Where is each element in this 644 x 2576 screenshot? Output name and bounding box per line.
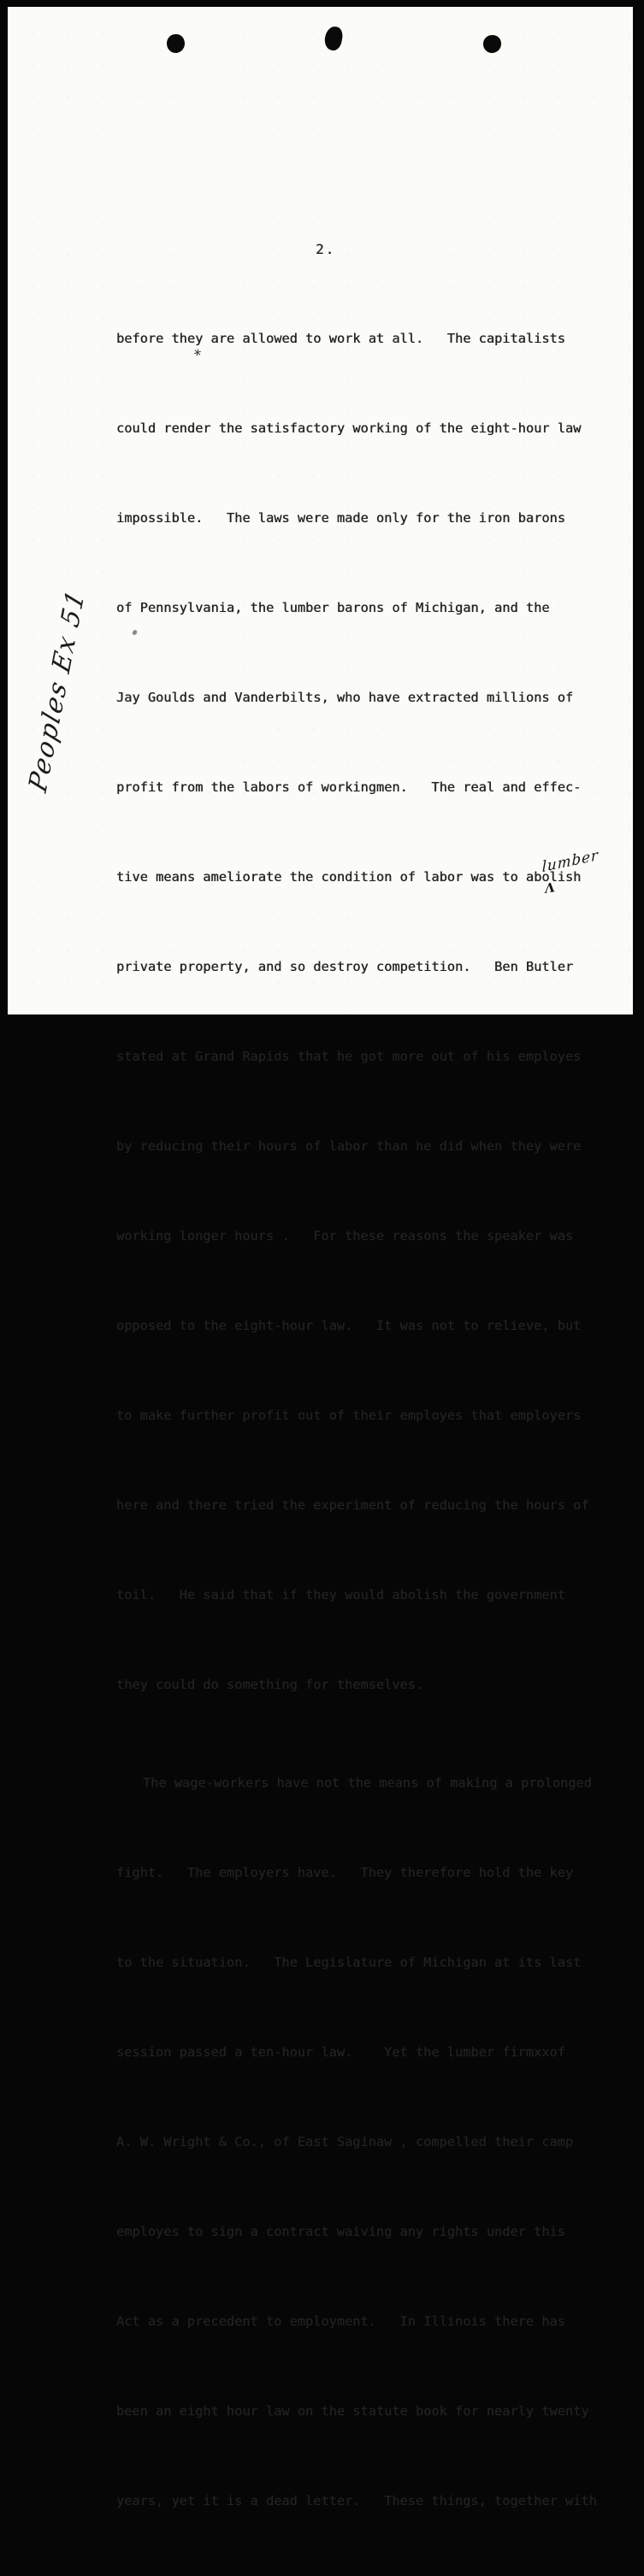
typed-line: session passed a ten-hour law. Yet the lumber firmxxof [116,2044,565,2060]
typed-line: to make further profit out of their employes that employers [116,1408,582,1423]
typed-line: to the situation. The Legislature of Michigan at its last [116,1955,582,1970]
typed-line: before they are allowed to work at all. The capitalists [116,331,565,346]
handwritten-insert-lumber: lumber [541,846,599,877]
typed-line: by reducing their hours of labor than he did when they were [116,1138,582,1154]
typed-line: employes to sign a contract waiving any rights under this [116,2224,565,2239]
binder-hole-right-icon [483,35,501,53]
typed-line: years, yet it is a dead letter. These things, together with [116,2493,597,2508]
typed-line: opposed to the eight-hour law. It was not to relieve, but [116,1318,582,1333]
typed-line: working longer hours . For these reasons the speaker was [116,1228,574,1244]
exhibit-annotation: Peoples Ex 51 [23,585,92,797]
typed-line: been an eight hour law on the statute book for nearly twenty [116,2403,589,2419]
scanned-document-page [8,7,633,2508]
typed-line: private property, and so destroy competition. Ben Butler [116,959,574,974]
binder-hole-center-icon [323,26,344,52]
typed-line: fight. The employers have. They therefore hold the key [116,1865,574,1880]
typed-line: Act as a precedent to employment. In Illinois there has [116,2314,565,2329]
pen-mark-asterisk: * [191,346,204,365]
typed-line: stated at Grand Rapids that he got more out of his employes [116,1049,582,1064]
typed-line: of Pennsylvania, the lumber barons of Michigan, and the [116,600,550,615]
typed-line: they could do something for themselves. [116,1677,424,1692]
typed-text-block [116,264,612,2576]
insert-caret-icon: Λ [543,879,556,897]
typed-line-paragraph-start: The wage-workers have not the means of making a prolonged [143,1775,592,1791]
page-number: 2. [316,241,336,257]
typed-line: A. W. Wright & Co., of East Saginaw , compelled their camp [116,2134,574,2150]
typed-line: here and there tried the experiment of reducing the hours of [116,1497,589,1513]
typed-line: could render the satisfactory working of the eight-hour law [116,421,582,436]
binder-hole-left-icon [166,33,186,54]
typed-line: toil. He said that if they would abolish the government [116,1587,565,1603]
typed-line: Jay Goulds and Vanderbilts, who have extracted millions of [116,690,574,705]
typed-line: profit from the labors of workingmen. The real and effec- [116,779,582,795]
typed-line: impossible. The laws were made only for the iron barons [116,510,565,526]
typed-line: tive means ameliorate the condition of labor was to abolish [116,869,582,885]
